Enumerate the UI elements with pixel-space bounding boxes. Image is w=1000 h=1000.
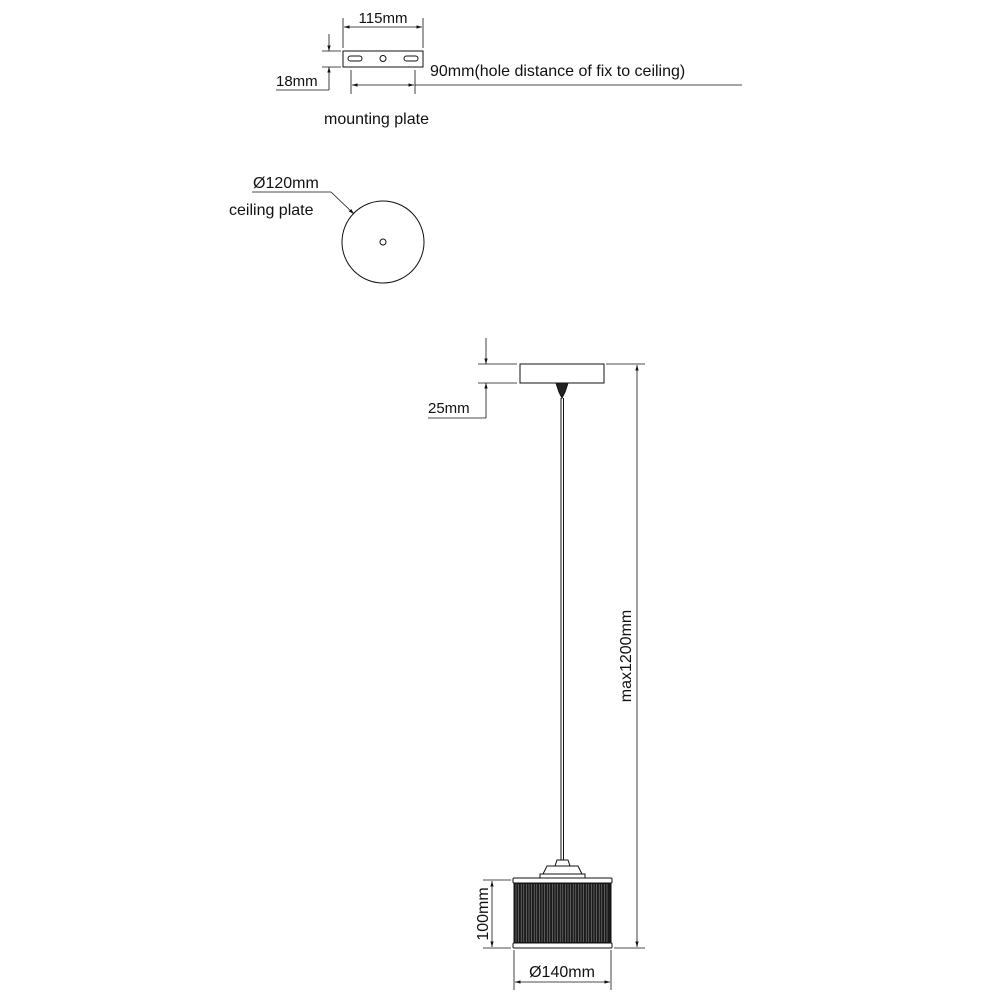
lamp-holder-cap	[555, 860, 570, 866]
mounting-plate-view	[276, 18, 742, 94]
mounting-plate-shape	[343, 51, 423, 67]
ceiling-plate-leader	[331, 192, 354, 214]
pendant-view	[428, 338, 645, 990]
max-length-label: max1200mm	[618, 609, 635, 703]
mounting-plate-width-label: 115mm	[358, 10, 408, 27]
ceiling-plate-caption: ceiling plate	[229, 202, 314, 219]
shade-height-label: 100mm	[475, 887, 492, 941]
mounting-plate-height-label: 18mm	[276, 73, 318, 90]
shade-top-band	[513, 878, 612, 883]
cord-grip	[556, 383, 568, 398]
canopy-shape	[520, 364, 604, 383]
ceiling-plate-diameter-label: Ø120mm	[253, 175, 319, 192]
mounting-plate-caption: mounting plate	[324, 111, 429, 128]
lamp-holder-collar	[543, 866, 582, 874]
shade-bottom-band	[513, 943, 612, 948]
lamp-holder-ring	[540, 874, 585, 878]
ceiling-plate-shape	[342, 201, 424, 283]
canopy-height-label: 25mm	[428, 400, 470, 417]
mounting-plate-hole-distance-label: 90mm(hole distance of fix to ceiling)	[430, 63, 686, 80]
shade-diameter-label: Ø140mm	[529, 964, 595, 981]
ceiling-plate-center-hole	[380, 239, 386, 245]
